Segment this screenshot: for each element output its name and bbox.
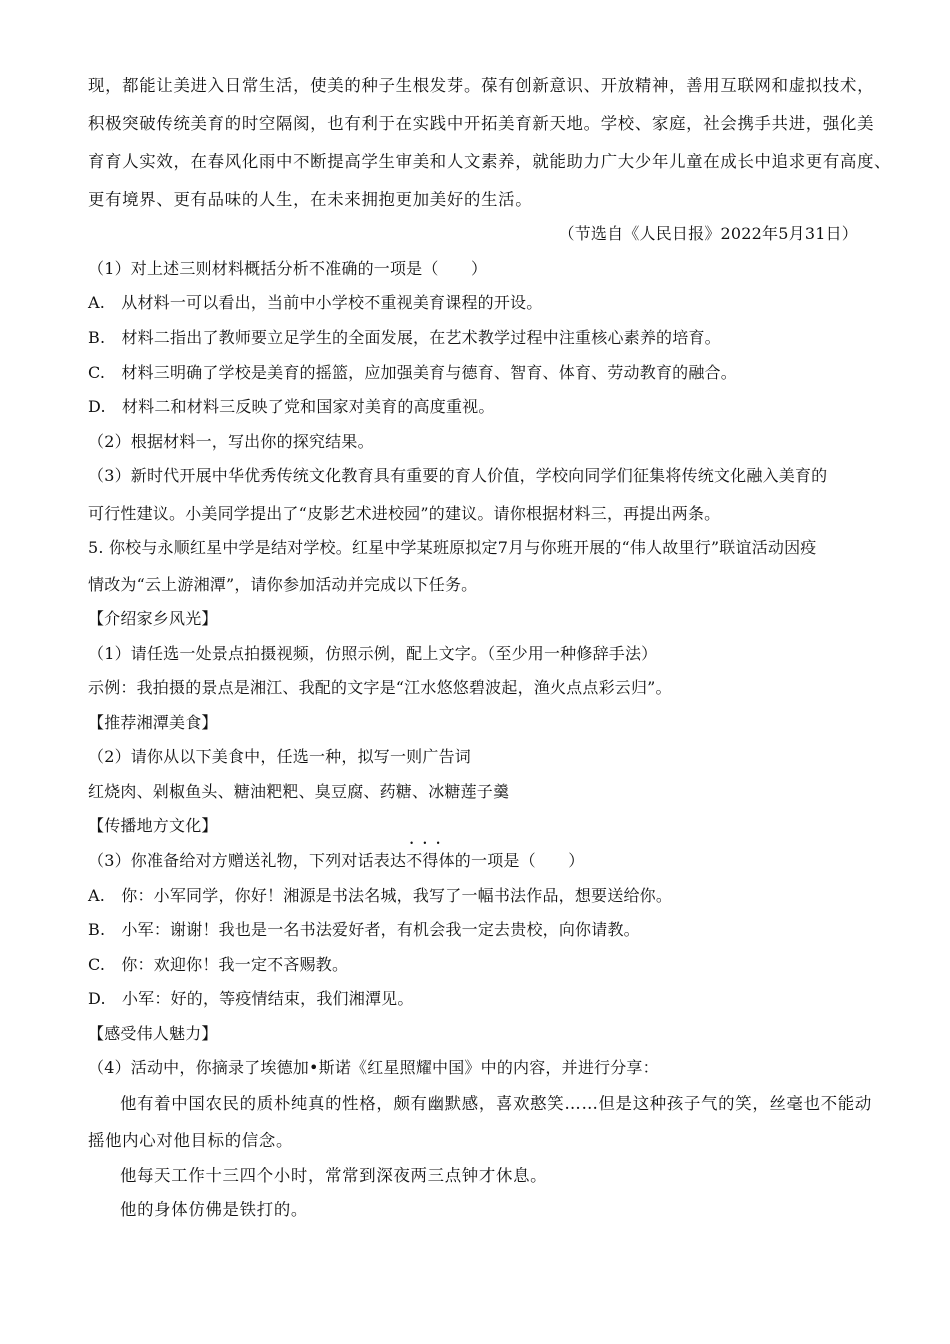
q5-option-c: C. 你：欢迎你！我一定不吝赐教。	[88, 955, 349, 974]
q5-option-b: B. 小军：谢谢！我也是一名书法爱好者，有机会我一定去贵校，向你请教。	[88, 920, 640, 939]
passage-line-1: 现，都能让美进入日常生活，使美的种子生根发芽。葆有创新意识、开放精神，善用互联网和虚拟技术，	[88, 76, 875, 95]
passage-line-2: 积极突破传统美育的时空隔阂，也有利于在实践中开拓美育新天地。学校、家庭，社会携手共进，强化美	[88, 114, 875, 133]
q5-stem-line-1: 5. 你校与永顺红星中学是结对学校。红星中学某班原拟定7月与你班开展的“伟人故里行”联谊活动因疫	[88, 538, 817, 557]
passage-line-3: 育育人实效，在春风化雨中不断提高学生审美和人文素养，就能助力广大少年儿童在成长中追求更有高度、	[88, 152, 892, 171]
q5-option-a: A. 你：小军同学，你好！湘源是书法名城，我写了一幅书法作品，想要送给你。	[88, 886, 673, 905]
q5-stem-line-2: 情改为“云上游湘潭”，请你参加活动并完成以下任务。	[88, 575, 478, 594]
q5-sub3-emphasis: • • • 不得体	[406, 851, 455, 871]
q5-sub2: （2）请你从以下美食中，任选一种，拟写一则广告词	[88, 747, 471, 766]
quote-line-1: 他有着中国农民的质朴纯真的性格，颇有幽默感，喜欢憨笑……但是这种孩子气的笑，丝毫也不能动	[120, 1094, 872, 1113]
q5-example: 示例：我拍摄的景点是湘江、我配的文字是“江水悠悠碧波起，渔火点点彩云归”。	[88, 678, 672, 697]
section-heading-culture: 【传播地方文化】	[88, 816, 218, 835]
quote-line-4: 他的身体仿佛是铁打的。	[120, 1200, 308, 1219]
quote-line-2: 摇他内心对他目标的信念。	[88, 1131, 294, 1150]
q4-sub2: （2）根据材料一，写出你的探究结果。	[88, 432, 374, 451]
q5-sub4: （4）活动中，你摘录了埃德加•斯诺《红星照耀中国》中的内容，并进行分享：	[88, 1058, 659, 1077]
passage-line-4: 更有境界、更有品味的人生，在未来拥抱更加美好的生活。	[88, 190, 533, 209]
q5-sub3-prefix: （3）你准备给对方赠送礼物，下列对话表达	[88, 851, 407, 870]
section-heading-scenery: 【介绍家乡风光】	[88, 609, 218, 628]
q4-option-c: C. 材料三明确了学校是美育的摇篮，应加强美育与德育、智育、体育、劳动教育的融合。	[88, 363, 737, 382]
q5-sub3-suffix: 的一项是（ ）	[454, 851, 585, 870]
q4-sub3-line-2: 可行性建议。小美同学提出了“皮影艺术进校园”的建议。请你根据材料三，再提出两条。	[88, 504, 721, 523]
q5-sub1: （1）请任选一处景点拍摄视频，仿照示例，配上文字。（至少用一种修辞手法）	[88, 644, 658, 663]
q4-option-d: D. 材料二和材料三反映了党和国家对美育的高度重视。	[88, 397, 495, 416]
q5-sub3	[88, 851, 584, 871]
q5-food-list: 红烧肉、剁椒鱼头、糖油粑粑、臭豆腐、药糖、冰糖莲子羹	[88, 782, 510, 801]
quote-line-3: 他每天工作十三四个小时，常常到深夜两三点钟才休息。	[120, 1166, 548, 1185]
section-heading-leader: 【感受伟人魅力】	[88, 1024, 218, 1043]
source-citation: （节选自《人民日报》2022年5月31日）	[558, 224, 858, 243]
q4-option-a: A. 从材料一可以看出，当前中小学校不重视美育课程的开设。	[88, 293, 543, 312]
q4-option-b: B. 材料二指出了教师要立足学生的全面发展，在艺术教学过程中注重核心素养的培育。	[88, 328, 721, 347]
section-heading-food: 【推荐湘潭美食】	[88, 713, 218, 732]
q5-option-d: D. 小军：好的，等疫情结束，我们湘潭见。	[88, 989, 414, 1008]
q4-sub3-line-1: （3）新时代开展中华优秀传统文化教育具有重要的育人价值，学校向同学们征集将传统文化融入美育的	[88, 466, 828, 485]
q4-sub1: （1）对上述三则材料概括分析不准确的一项是（ ）	[88, 259, 488, 278]
